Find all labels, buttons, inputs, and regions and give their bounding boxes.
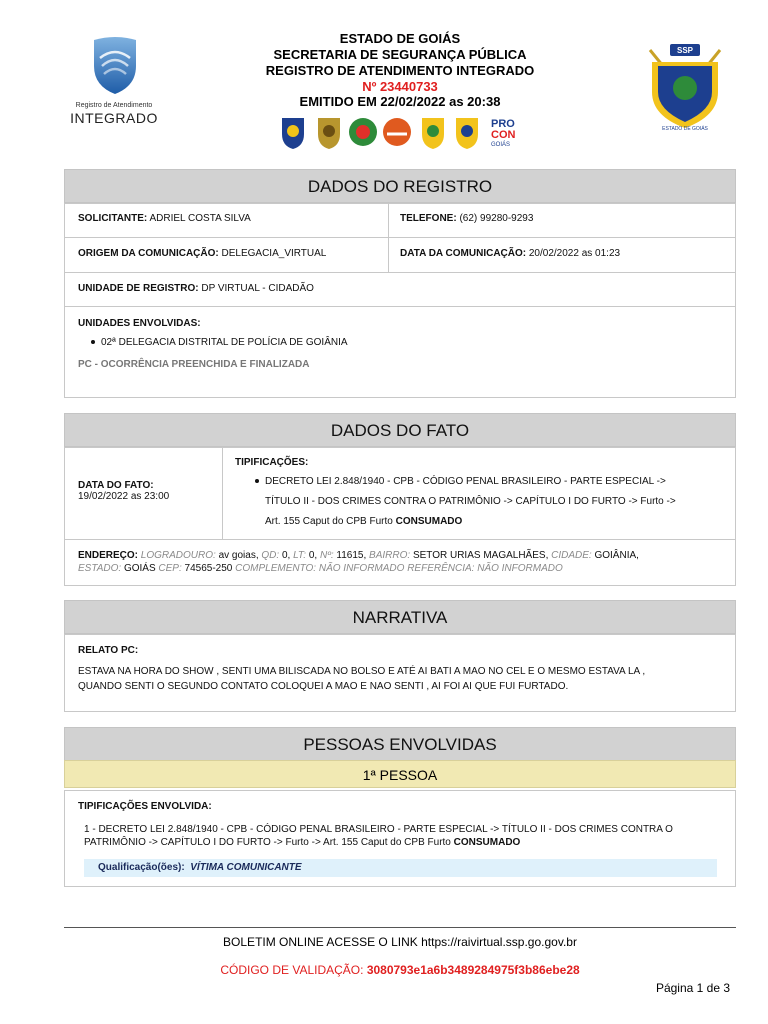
tipificacoes-envolvida-label: TIPIFICAÇÕES ENVOLVIDA: bbox=[78, 801, 212, 812]
registro-box bbox=[64, 203, 736, 398]
tipificacao-line-1 bbox=[255, 476, 666, 487]
pessoa-title: 1ª PESSOA bbox=[64, 760, 736, 788]
badge-1-icon bbox=[282, 118, 304, 149]
header-secretaria: SECRETARIA DE SEGURANÇA PÚBLICA bbox=[273, 47, 527, 62]
section-title-narrativa: NARRATIVA bbox=[64, 600, 736, 634]
page-number: Página 1 de 3 bbox=[655, 981, 730, 995]
unidade-value: DP VIRTUAL - CIDADÃO bbox=[201, 283, 314, 294]
header-state: ESTADO DE GOIÁS bbox=[339, 31, 461, 46]
consumado-badge: CONSUMADO bbox=[395, 516, 463, 527]
ssp-caption: ESTADO DE GOIÁS bbox=[662, 126, 708, 132]
data-comunicacao-label: DATA DA COMUNICAÇÃO: bbox=[400, 248, 527, 259]
ssp-logo bbox=[640, 42, 730, 132]
bullet-icon bbox=[91, 340, 95, 344]
logradouro-value: av goias, bbox=[218, 550, 259, 561]
badge-2-icon bbox=[318, 118, 340, 149]
qd-value: 0, bbox=[281, 550, 291, 561]
pessoa-consumado-badge: CONSUMADO bbox=[453, 837, 521, 848]
solicitante-value: ADRIEL COSTA SILVA bbox=[149, 213, 251, 224]
badge-3-icon bbox=[349, 118, 377, 146]
procon-text-1: PRO bbox=[491, 118, 515, 130]
footer-divider bbox=[64, 927, 736, 928]
qualificacao-bar bbox=[84, 859, 717, 877]
estado-label: ESTADO: bbox=[78, 563, 122, 574]
relato-label: RELATO PC: bbox=[78, 645, 139, 656]
numero-value: 11615, bbox=[336, 550, 367, 561]
numero-label: Nº: bbox=[319, 550, 334, 561]
status-text: PC - OCORRÊNCIA PREENCHIDA E FINALIZADA bbox=[78, 359, 310, 370]
cep-value: 74565-250 bbox=[184, 563, 233, 574]
lt-label: LT: bbox=[293, 550, 307, 561]
rai-shield-icon bbox=[90, 36, 140, 96]
pessoa-tip-line-2 bbox=[84, 837, 520, 848]
tipificacao-text-1: DECRETO LEI 2.848/1940 - CPB - CÓDIGO PENAL BRASILEIRO - PARTE ESPECIAL -> bbox=[265, 476, 666, 487]
relato-line-1: ESTAVA NA HORA DO SHOW , SENTI UMA BILISCADA NO BOLSO E ATÉ AI BATI A MAO NO CEL E O MESMO ESTAVA LA , bbox=[78, 666, 646, 677]
procon-text-3: GOIÁS bbox=[491, 142, 511, 148]
solicitante-label: SOLICITANTE: bbox=[78, 213, 148, 224]
telefone-field bbox=[400, 213, 533, 224]
emitted-date: EMITIDO EM 22/02/2022 as 20:38 bbox=[299, 94, 501, 109]
pessoa-tip-text-2: PATRIMÔNIO -> CAPÍTULO I DO FURTO -> Furto -> Art. 155 Caput do CPB Furto bbox=[84, 837, 451, 848]
unidade-label: UNIDADE DE REGISTRO: bbox=[78, 283, 199, 294]
qd-label: QD: bbox=[261, 550, 280, 561]
section-title-registro: DADOS DO REGISTRO bbox=[64, 169, 736, 203]
codigo-validacao bbox=[64, 963, 736, 977]
origem-field bbox=[78, 248, 326, 259]
estado-value: GOIÁS bbox=[123, 563, 156, 574]
logo-caption: Registro de Atendimento bbox=[75, 102, 153, 109]
relato-line-2: QUANDO SENTI O SEGUNDO CONTATO COLOQUEI A MAO E NAO SENTI , AI FOI AI QUE FUI FURTADO. bbox=[78, 681, 569, 692]
procon-logo bbox=[491, 118, 516, 148]
tipificacoes-label: TIPIFICAÇÕES: bbox=[235, 457, 309, 468]
data-comunicacao-value: 20/02/2022 as 01:23 bbox=[528, 248, 621, 259]
tipificacao-line-3 bbox=[265, 516, 462, 527]
cidade-label: CIDADE: bbox=[551, 550, 592, 561]
codigo-validacao-value: 3080793e1a6b3489284975f3b86ebe28 bbox=[366, 963, 580, 977]
endereco-field bbox=[78, 549, 718, 575]
badge-4-icon bbox=[383, 118, 411, 146]
qualificacao-label: Qualificação(ões): bbox=[98, 862, 185, 873]
unidade-field bbox=[78, 283, 314, 294]
bullet-icon bbox=[255, 479, 259, 483]
logradouro-label: LOGRADOURO: bbox=[140, 550, 216, 561]
tipificacao-text-3: Art. 155 Caput do CPB Furto bbox=[265, 516, 393, 527]
rai-logo bbox=[66, 36, 162, 126]
agency-badges bbox=[276, 114, 526, 150]
origem-label: ORIGEM DA COMUNICAÇÃO: bbox=[78, 248, 219, 259]
badge-5-icon bbox=[422, 118, 444, 149]
narrativa-box bbox=[64, 634, 736, 712]
unidades-envolvidas-label: UNIDADES ENVOLVIDAS: bbox=[78, 318, 201, 329]
boletim-online-text: BOLETIM ONLINE ACESSE O LINK https://raivirtual.ssp.go.gov.br bbox=[223, 935, 577, 949]
badge-6-icon bbox=[456, 118, 478, 149]
cep-label: CEP: bbox=[158, 563, 182, 574]
telefone-value: (62) 99280-9293 bbox=[459, 213, 534, 224]
cidade-value: GOIÂNIA, bbox=[594, 550, 639, 561]
unidade-envolvida-text: 02ª DELEGACIA DISTRITAL DE POLÍCIA DE GOIÂNIA bbox=[101, 337, 348, 348]
section-title-fato: DADOS DO FATO bbox=[64, 413, 736, 447]
header-registro: REGISTRO DE ATENDIMENTO INTEGRADO bbox=[265, 63, 535, 78]
tipificacao-line-2: TÍTULO II - DOS CRIMES CONTRA O PATRIMÔNIO -> CAPÍTULO I DO FURTO -> Furto -> bbox=[265, 496, 676, 507]
data-fato-value: 19/02/2022 as 23:00 bbox=[78, 491, 170, 502]
complemento-text: COMPLEMENTO: NÃO INFORMADO REFERÊNCIA: NÃO INFORMADO bbox=[235, 563, 563, 574]
origem-value: DELEGACIA_VIRTUAL bbox=[221, 248, 327, 259]
bairro-label: BAIRRO: bbox=[369, 550, 411, 561]
codigo-validacao-label: CÓDIGO DE VALIDAÇÃO: bbox=[220, 963, 364, 977]
procon-text-2: CON bbox=[491, 129, 516, 141]
pessoa-tip-line-1: 1 - DECRETO LEI 2.848/1940 - CPB - CÓDIGO PENAL BRASILEIRO - PARTE ESPECIAL -> TÍTULO II - DOS CRIMES CONTRA O bbox=[84, 824, 673, 835]
bairro-value: SETOR URIAS MAGALHÃES, bbox=[412, 550, 549, 561]
ssp-text: SSP bbox=[676, 46, 694, 55]
section-title-pessoas: PESSOAS ENVOLVIDAS bbox=[64, 727, 736, 761]
data-comunicacao-field bbox=[400, 248, 620, 259]
registro-number: Nº 23440733 bbox=[362, 79, 438, 94]
solicitante-field bbox=[78, 213, 251, 224]
endereco-label: ENDEREÇO: bbox=[78, 550, 139, 561]
qualificacao-value: VÍTIMA COMUNICANTE bbox=[190, 862, 302, 873]
logo-title: INTEGRADO bbox=[70, 110, 158, 126]
unidades-envolvidas-item bbox=[91, 337, 348, 348]
data-fato-label: DATA DO FATO: bbox=[78, 480, 154, 491]
lt-value: 0, bbox=[308, 550, 318, 561]
telefone-label: TELEFONE: bbox=[400, 213, 457, 224]
fato-box bbox=[64, 447, 736, 586]
